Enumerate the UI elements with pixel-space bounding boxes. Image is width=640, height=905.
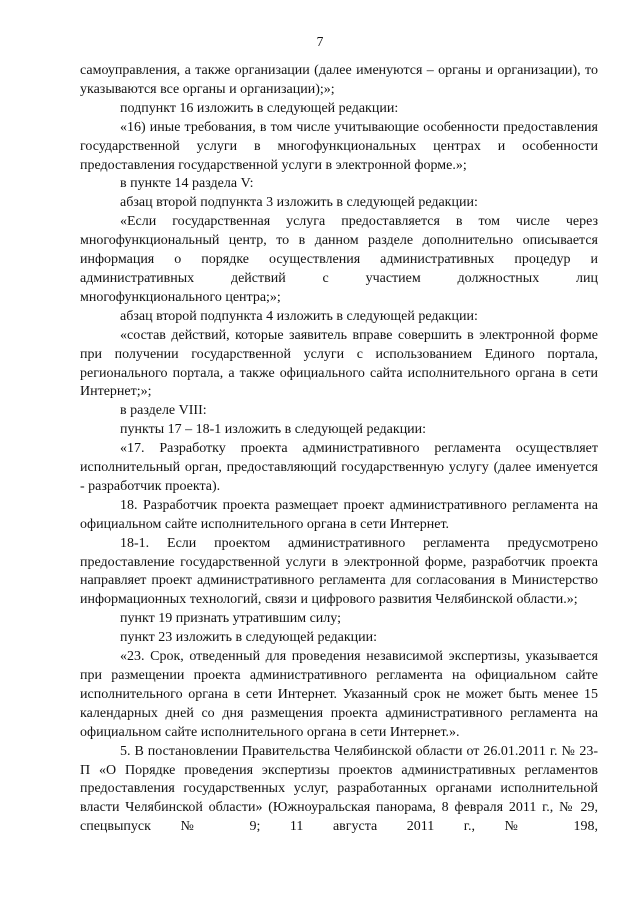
paragraph: «17. Разработку проекта административного регламента осуществляет исполнительный орган, предоставляющий государственную услугу (далее именуется - разработчик проекта). bbox=[80, 441, 598, 494]
paragraph: пункты 17 – 18-1 изложить в следующей редакции: bbox=[120, 422, 427, 438]
paragraph: в разделе VIII: bbox=[120, 403, 207, 419]
paragraph: пункт 19 признать утратившим силу; bbox=[120, 611, 341, 627]
paragraph: самоуправления, а также организации (далее именуются – органы и организации), то указываются все органы и организации);»; bbox=[80, 63, 598, 97]
paragraph: абзац второй подпункта 3 изложить в следующей редакции: bbox=[120, 195, 478, 211]
paragraph: 18. Разработчик проекта размещает проект административного регламента на официальном сайте исполнительного органа в сети Интернет. bbox=[80, 497, 598, 532]
paragraph: подпункт 16 изложить в следующей редакции: bbox=[120, 100, 399, 116]
paragraph: пункт 23 изложить в следующей редакции: bbox=[120, 630, 377, 646]
paragraph: 5. В постановлении Правительства Челябинской области от 26.01.2011 г. № 23-П «О Порядке проведения экспертизы проектов административных регламентов предоставления государственных услуг, разработанных органами исполнительной власти Челябинской области» (Южноуральская панорама, 8 февраля 2011 г., № 29, спецвыпуск № 9; 11 августа 2011 г., № 198, bbox=[80, 743, 598, 835]
document-body bbox=[80, 62, 598, 837]
paragraph: «состав действий, которые заявитель вправе совершить в электронной форме при получении государственной услуги с использованием Единого портала, регионального портала, а также официального сайта исполнительного органа в сети Интернет;»; bbox=[80, 327, 598, 400]
paragraph: в пункте 14 раздела V: bbox=[120, 176, 254, 192]
paragraph: «16) иные требования, в том числе учитывающие особенности предоставления государственной услуги в многофункциональных центрах и особенности предоставления государственной услуги в электронной форме.»; bbox=[80, 119, 598, 173]
paragraph: абзац второй подпункта 4 изложить в следующей редакции: bbox=[120, 308, 478, 324]
paragraph: многофункционального центра;»; bbox=[80, 289, 281, 305]
paragraph: 18-1. Если проектом административного регламента предусмотрено предоставление государственной услуги в электронной форме, разработчик проекта направляет проект административного регламента для согласования в Министерство информационных технологий, связи и цифрового развития Челябинской области.»; bbox=[80, 535, 598, 608]
paragraph: «23. Срок, отведенный для проведения независимой экспертизы, указывается при размещении проекта административного регламента на официальном сайте исполнительного органа в сети Интернет. Указанный срок не может быть менее 15 календарных дней со дня размещения проекта административного регламента на официальном сайте исполнительного органа в сети Интернет.». bbox=[80, 649, 598, 740]
page-number: 7 bbox=[316, 34, 324, 49]
paragraph: «Если государственная услуга предоставляется в том числе через многофункциональный центр, то в данном разделе дополнительно описывается информация о порядке осуществления административных процедур и административных действий с участием должностных лиц bbox=[80, 214, 598, 286]
